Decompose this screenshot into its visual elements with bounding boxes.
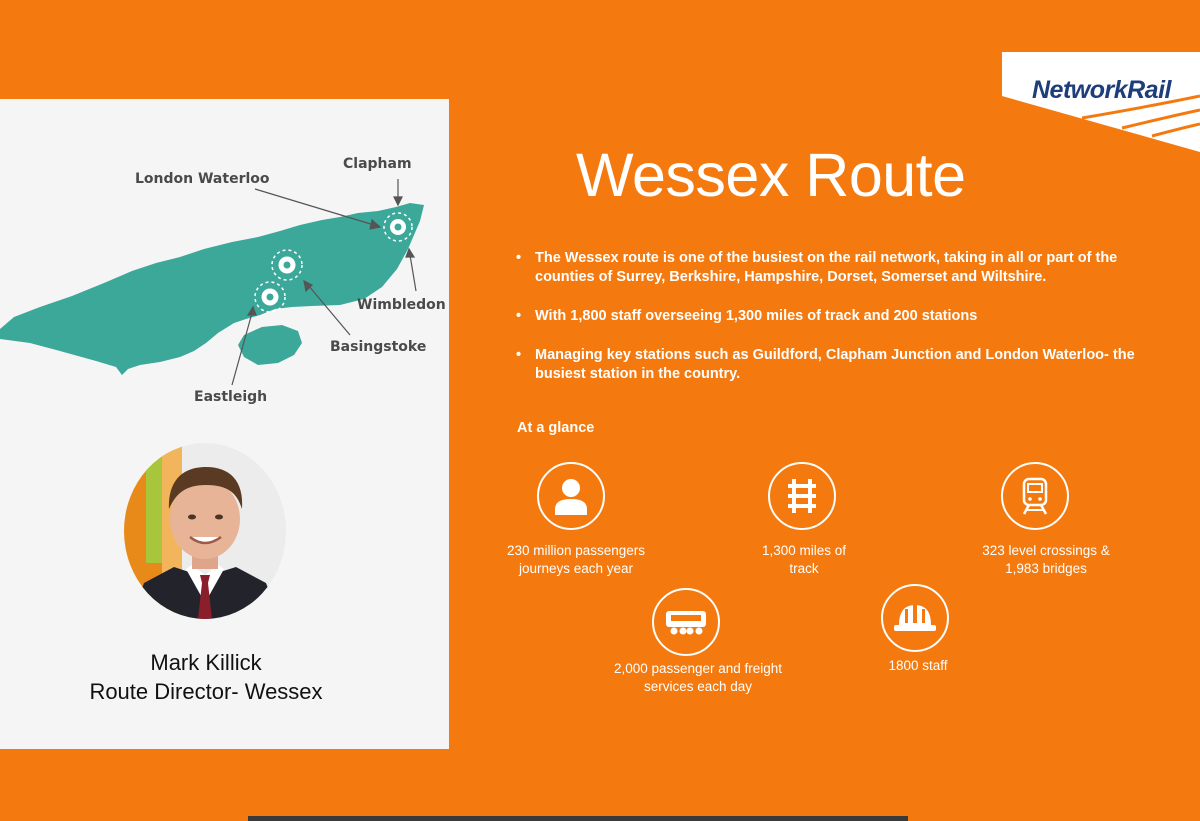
- stat-staff: 1800 staff: [888, 658, 948, 673]
- map-label-london-waterloo: London Waterloo: [135, 171, 270, 187]
- bullet-text: With 1,800 staff overseeing 1,300 miles of track and 200 stations: [535, 308, 978, 324]
- bullet-marker: •: [516, 347, 522, 363]
- person-caption: [0, 648, 412, 706]
- map-label-eastleigh: Eastleigh: [194, 389, 268, 405]
- bullet-text: Managing key stations such as Guildford, Clapham Junction and London Waterloo- the busiest station in the country.: [535, 347, 1135, 382]
- stat-crossings-bridges: 323 level crossings & 1,983 bridges: [982, 543, 1110, 576]
- bullet-marker: •: [516, 308, 522, 324]
- map-label-basingstoke: Basingstoke: [330, 339, 427, 355]
- bullet-item: [516, 346, 1156, 384]
- hard-hat-icon: [881, 584, 949, 652]
- at-a-glance-heading: At a glance: [517, 420, 595, 436]
- map-label-wimbledon: Wimbledon: [357, 297, 446, 313]
- bullet-marker: •: [516, 250, 522, 266]
- bullet-item: [516, 249, 1156, 287]
- person-role: Route Director- Wessex: [89, 679, 323, 704]
- route-map: [0, 99, 449, 419]
- stat-services: 2,000 passenger and freight services each day: [613, 661, 783, 694]
- train-icon: [1001, 462, 1069, 530]
- logo-text: NetworkRail: [1032, 76, 1171, 104]
- person-name: Mark Killick: [150, 650, 262, 675]
- left-panel: [0, 99, 449, 749]
- stat-passengers: 230 million passengers journeys each year: [506, 543, 646, 576]
- map-label-clapham: Clapham: [343, 156, 412, 172]
- stat-track: 1,300 miles of track: [761, 543, 847, 576]
- portrait-photo: [124, 443, 286, 619]
- bottom-bar: [248, 816, 908, 821]
- track-icon: [768, 462, 836, 530]
- slide-title: Wessex Route: [576, 141, 966, 209]
- bullet-text: The Wessex route is one of the busiest on the rail network, taking in all or part of the counties of Surrey, Berkshire, Hampshire, Dorset, Somerset and Wiltshire.: [535, 250, 1118, 285]
- bullet-item: [516, 307, 1156, 326]
- bullet-list: [516, 249, 1156, 384]
- passenger-icon: [537, 462, 605, 530]
- wagon-icon: [652, 588, 720, 656]
